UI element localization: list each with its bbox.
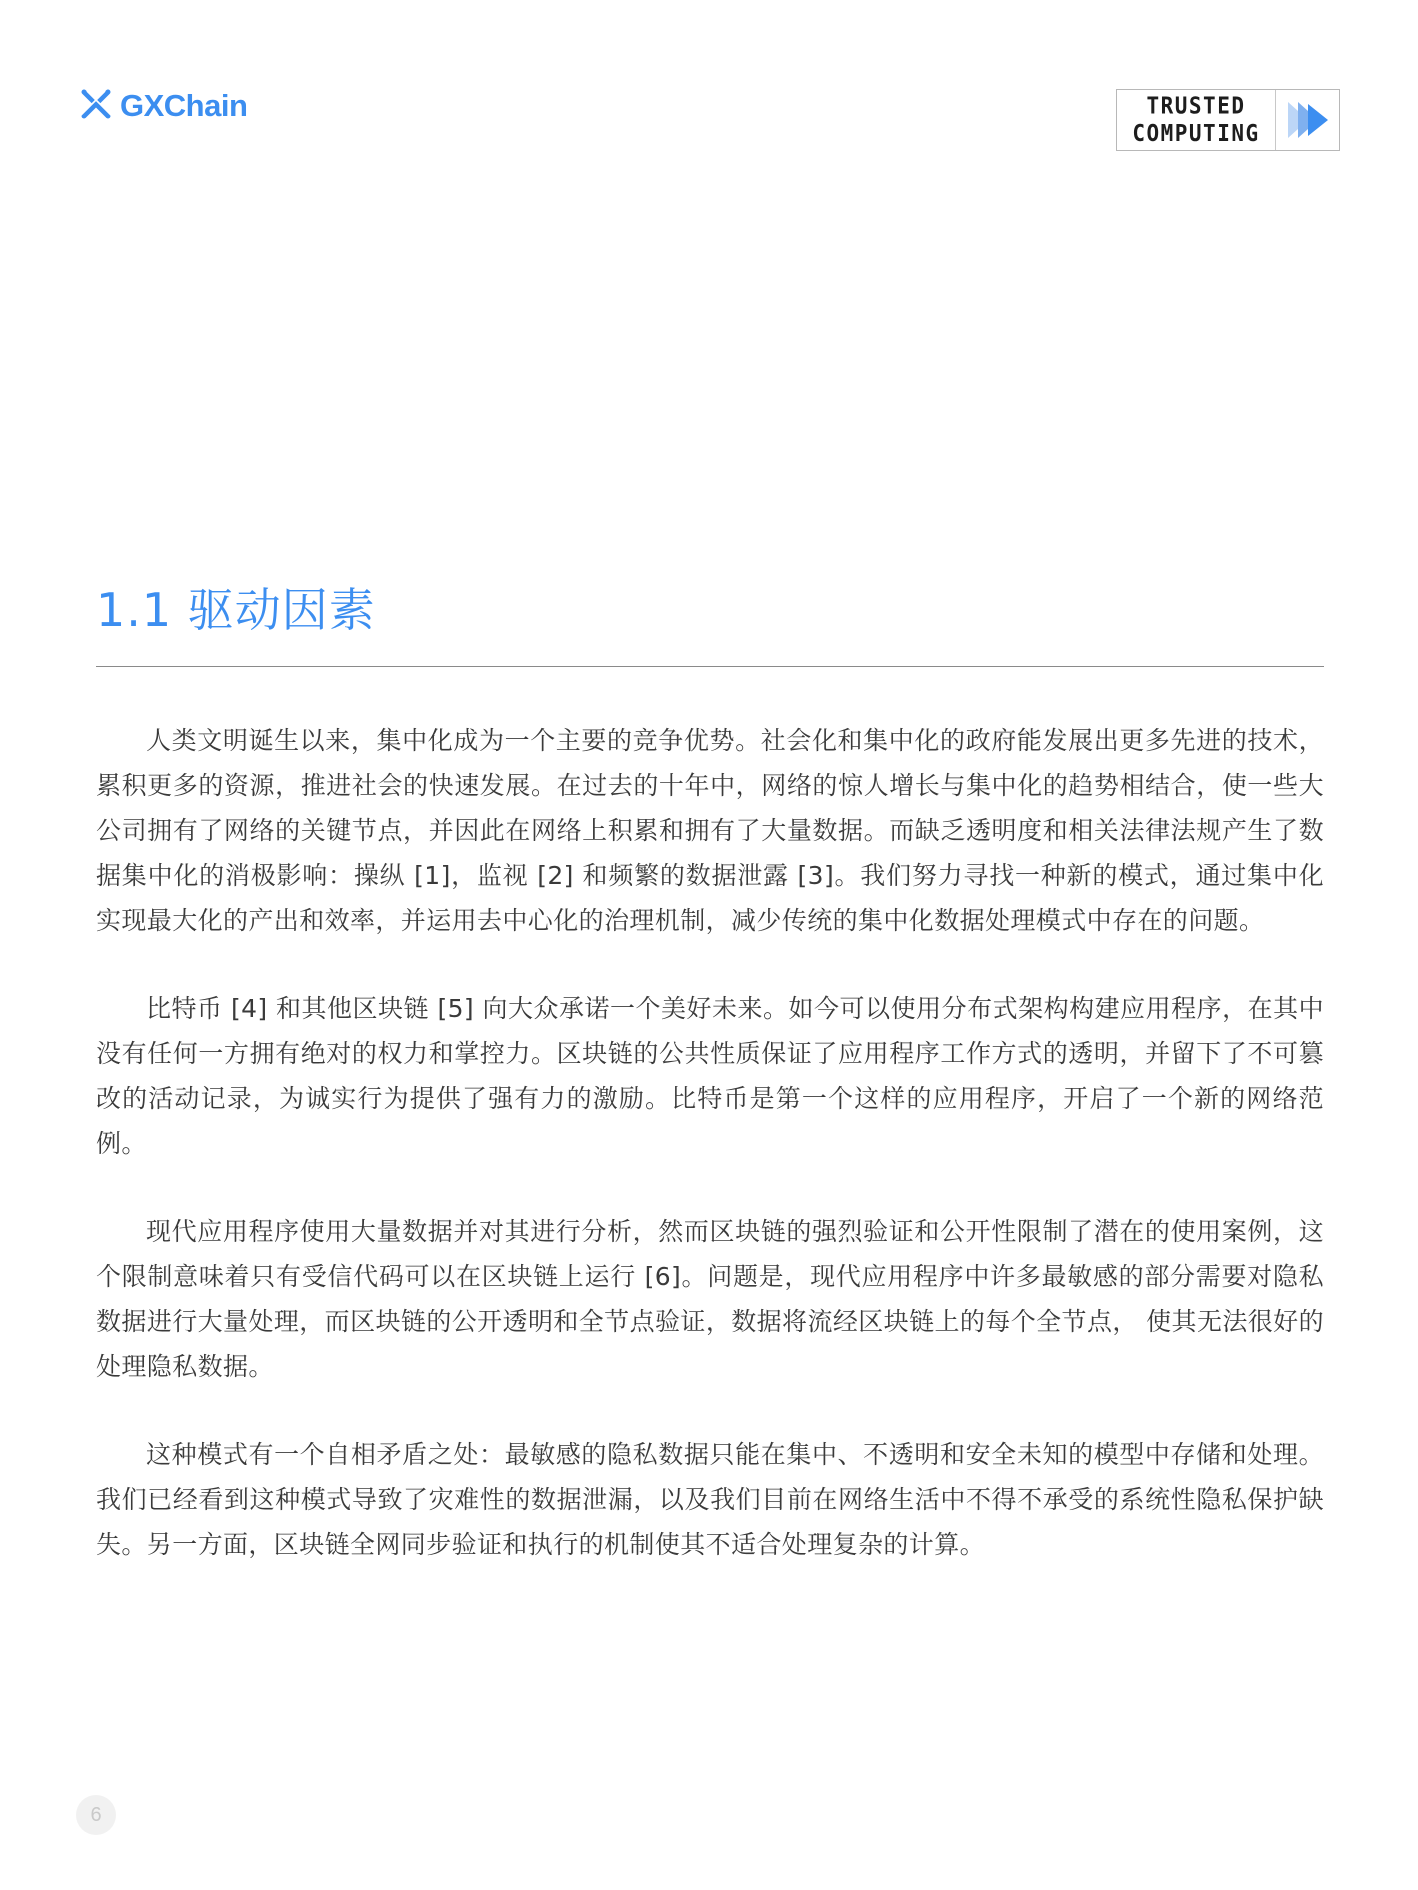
- brand-name: GXChain: [120, 88, 248, 123]
- badge-line-1: TRUSTED: [1146, 92, 1246, 119]
- gxchain-x-logo-icon: [78, 87, 114, 125]
- page-number: 6: [76, 1795, 116, 1835]
- title-divider: [96, 666, 1324, 667]
- trusted-computing-badge: [1116, 89, 1340, 151]
- badge-text: [1117, 87, 1275, 153]
- badge-line-2: COMPUTING: [1132, 120, 1260, 147]
- play-triangles-icon: [1275, 90, 1339, 150]
- brand-logo: [78, 86, 247, 126]
- section-title: 1.1 驱动因素: [96, 583, 376, 637]
- body-content: [96, 718, 1324, 1610]
- paragraph-2: 比特币 [4] 和其他区块链 [5] 向大众承诺一个美好未来。如今可以使用分布式架构构建应用程序，在其中没有任何一方拥有绝对的权力和掌控力。区块链的公共性质保证了应用程序工作方式的透明，并留下了不可篡改的活动记录，为诚实行为提供了强有力的激励。比特币是第一个这样的应用程序，开启了一个新的网络范例。: [96, 994, 1324, 1158]
- paragraph-4: 这种模式有一个自相矛盾之处：最敏感的隐私数据只能在集中、不透明和安全未知的模型中存储和处理。我们已经看到这种模式导致了灾难性的数据泄漏，以及我们目前在网络生活中不得不承受的系统性隐私保护缺失。另一方面，区块链全网同步验证和执行的机制使其不适合处理复杂的计算。: [96, 1440, 1324, 1559]
- paragraph-1: 人类文明诞生以来，集中化成为一个主要的竞争优势。社会化和集中化的政府能发展出更多先进的技术，累积更多的资源，推进社会的快速发展。在过去的十年中，网络的惊人增长与集中化的趋势相结合，使一些大公司拥有了网络的关键节点，并因此在网络上积累和拥有了大量数据。而缺乏透明度和相关法律法规产生了数据集中化的消极影响：操纵 [1]，监视 [2] 和频繁的数据泄露 [3]。我们努力寻找一种新的模式，通过集中化实现最大化的产出和效率，并运用去中心化的治理机制，减少传统的集中化数据处理模式中存在的问题。: [96, 726, 1324, 935]
- paragraph-3: 现代应用程序使用大量数据并对其进行分析，然而区块链的强烈验证和公开性限制了潜在的使用案例，这个限制意味着只有受信代码可以在区块链上运行 [6]。问题是，现代应用程序中许多最敏感的部分需要对隐私数据进行大量处理，而区块链的公开透明和全节点验证，数据将流经区块链上的每个全节点， 使其无法很好的处理隐私数据。: [96, 1217, 1324, 1381]
